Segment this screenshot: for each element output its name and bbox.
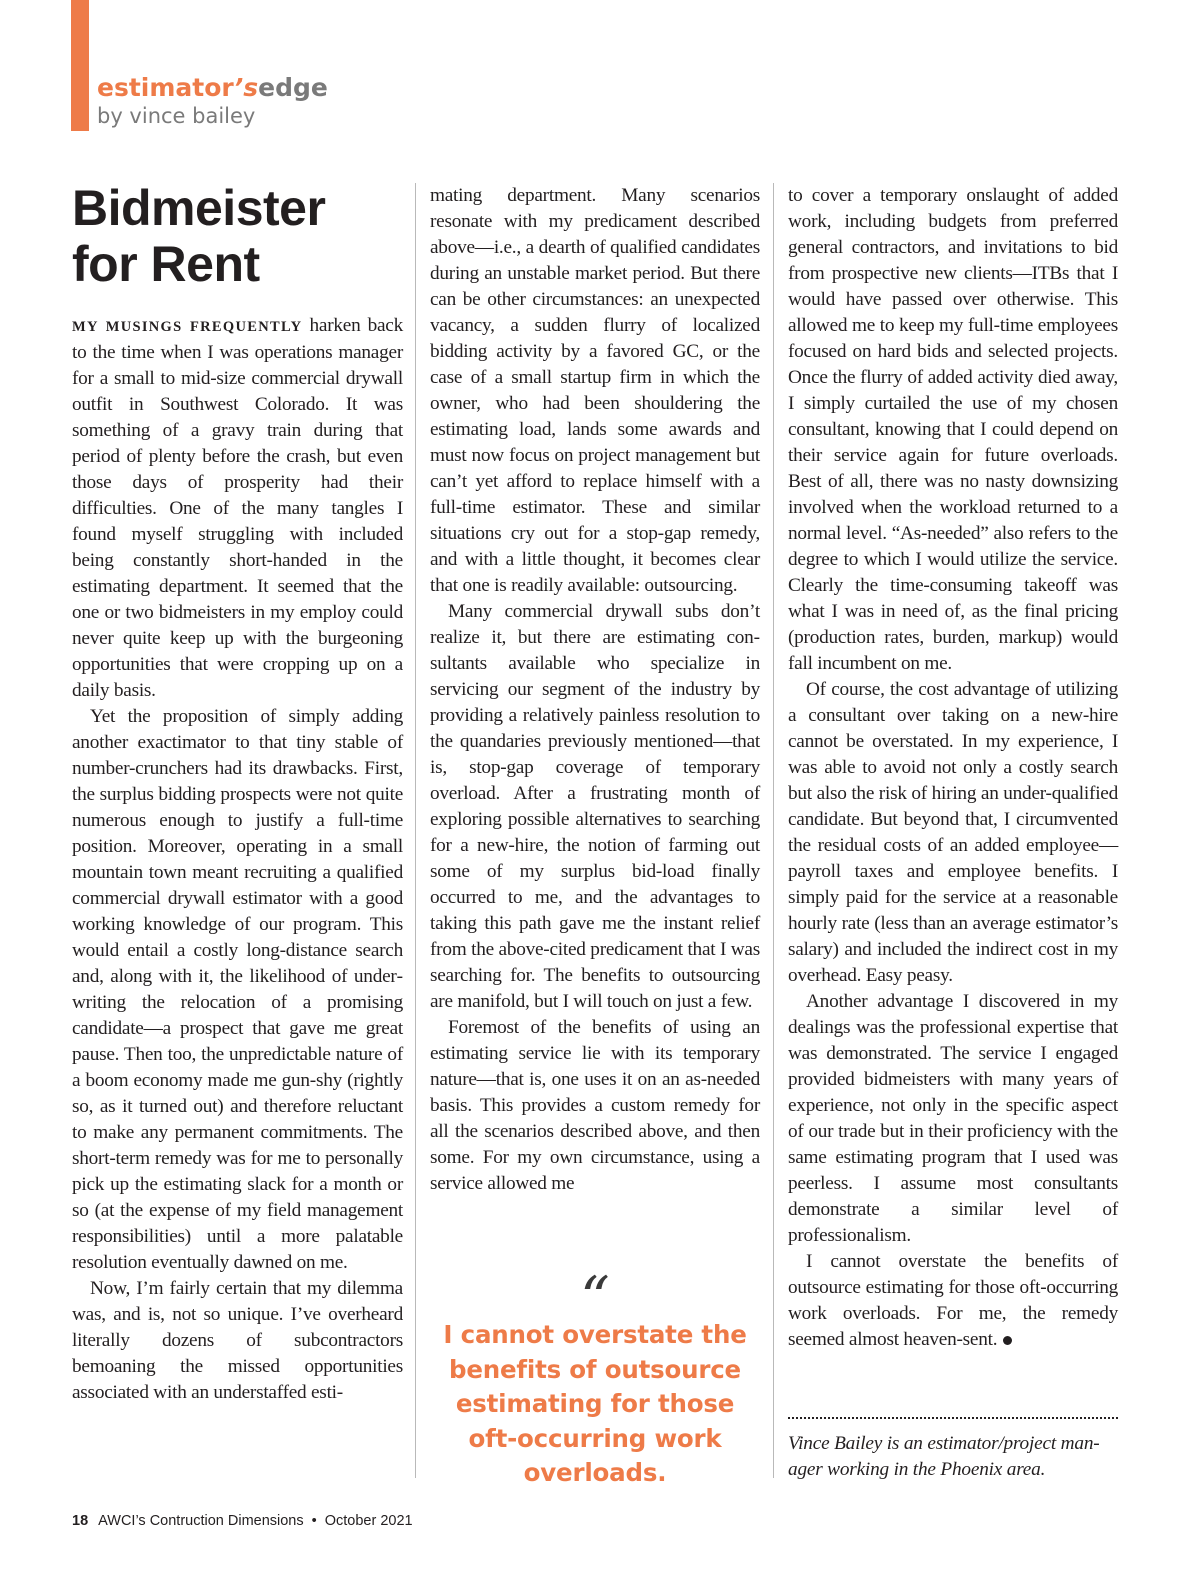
quote-mark-icon: “ [580,1264,610,1332]
author-bio: Vince Bailey is an estimator/project manager working in the Phoenix area. [788,1433,1100,1480]
column-divider [415,183,416,1478]
paragraph: Foremost of the benefits of using an estimating service lie with its temporary nature—that is, one uses it on an as-needed basis. This provides a custom remedy for all the scenarios described above, and then some. For my own circumstance, using a service allowed me [430,1017,760,1194]
paragraph: Another advantage I discovered in my dealings was the professional expertise that was demonstrated. The service I engaged provided bidmeisters with many years of experience, not only in the specific aspect of our trade but in their proficiency with the same estimating program that I used was peerless. I assume most consultants demonstrate a similar level of professionalism. [788,991,1118,1246]
page-footer [72,1513,413,1529]
paragraph: Many commercial drywall subs don’t realize it, but there are estimating consultants available who specialize in servicing our segment of the industry by providing a relatively painless resolution to the quandaries previously mentioned—that is, stop-gap coverage of temporary overload. After a frustrating month of exploring possible alternatives to searching for a new-hire, the notion of farming out some of my surplus bid-load finally occurred to me, and the advantages to taking this path gave me the instant relief from the above-cited predicament that I was searching for. The benefits to outsourcing are manifold, but I will touch on just a few. [430,601,760,1012]
column-brand [97,72,328,128]
pull-quote: I cannot overstate the benefits of outsource estimating for those oft-occurring work overloads. [443,1320,747,1487]
lead-in: MY MUSINGS FREQUENTLY [72,319,303,335]
paragraph: mating department. Many scenarios resonate with my predicament described above—i.e., a dearth of qualified candidates during an unstable market period. But there can be other circumstances: an unexpected vacancy, a sudden flurry of localized bidding activity by a favored GC, or the case of a small startup firm in which the owner, who had been shouldering the estimating load, lands some awards and must now focus on project management but can’t yet afford to replace himself with a full-time estimator. These and similar situations cry out for a stop-gap remedy, and with a little thought, it becomes clear that one is readily available: outsourcing. [430,185,760,596]
paragraph: MY MUSINGS FREQUENTLY harken back to the time when I was operations manager for a small to mid-size commercial drywall outfit in Southwest Colorado. It was something of a gravy train during that period of plenty before the crash, but even those days of prosperity had their difficulties. One of the many tangles I found myself struggling with included being constantly short-handed in the estimating department. It seemed that the one or two bidmeisters in my employ could never quite keep up with the burgeoning opportunities that were cropping up on a daily basis. [72,315,403,701]
byline: by vince bailey [97,104,256,128]
page-number: 18 [72,1513,89,1529]
publication-name: AWCI’s Contruction Dimensions [98,1513,304,1529]
column-logo: estimator’sedge [97,73,328,102]
text-column-1 [72,313,403,1406]
footer-separator: • [311,1513,317,1529]
text-column-3 [788,183,1118,1353]
article-title: Bidmeister for Rent [72,180,326,292]
column-divider [773,183,774,1478]
paragraph: I cannot overstate the benefits of outsource estimating for those oft-occurring work overloads. For me, the remedy seemed almost heaven-sent. [788,1251,1118,1350]
text-column-2 [430,183,760,1197]
paragraph: Of course, the cost advantage of utilizing a consultant over taking on a new-hire cannot be overstated. In my experience, I was able to avoid not only a costly search but also the risk of hiring an under-qualified candidate. But beyond that, I circumvented the residual costs of an added employee—payroll taxes and employee benefits. I simply paid for the service at a reasonable hourly rate (less than an average estimator’s salary) and included the indirect cost in my overhead. Easy peasy. [788,679,1118,986]
paragraph: to cover a temporary onslaught of added work, including budgets from preferred general contractors, and invitations to bid from prospective new clients—ITBs that I would have passed over otherwise. This allowed me to keep my full-time employees focused on hard bids and selected projects. Once the flurry of added activity died away, I simply curtailed the use of my chosen consultant, knowing that I could depend on their service again for future overloads. Best of all, there was no nasty downsizing involved when the workload returned to a normal level. “As-needed” also refers to the degree to which I would utilize the service. Clearly the time-consuming takeoff was what I was in need of, as the final pricing (production rates, burden, markup) would fall incumbent on me. [788,185,1118,674]
end-mark-icon [1003,1336,1012,1345]
issue-date: October 2021 [324,1513,413,1529]
paragraph: Now, I’m fairly certain that my dilemma was, and is, not so unique. I’ve overheard literally dozens of subcontractors bemoaning the missed opportunities associated with an understaffed esti- [72,1278,403,1403]
paragraph: Yet the proposition of simply adding another exactimator to that tiny stable of number-crunchers had its drawbacks. First, the surplus bidding prospects were not quite numerous enough to justify a full-time position. Moreover, operating in a small mountain town meant recruiting a qualified commercial drywall estimator with a good working knowledge of our program. This would entail a costly long-distance search and, along with it, the likelihood of underwriting the relocation of a promising candidate—a prospect that gave me great pause. Then too, the unpredictable nature of a boom economy made me gun-shy (rightly so, as it turned out) and therefore reluctant to make any permanent commitments. The short-term remedy was for me to personally pick up the estimating slack for a month or so (at the expense of my field management responsibilities) until a more palatable resolution eventually dawned on me. [72,706,403,1273]
accent-bar [71,0,89,131]
dotted-divider [788,1417,1118,1419]
